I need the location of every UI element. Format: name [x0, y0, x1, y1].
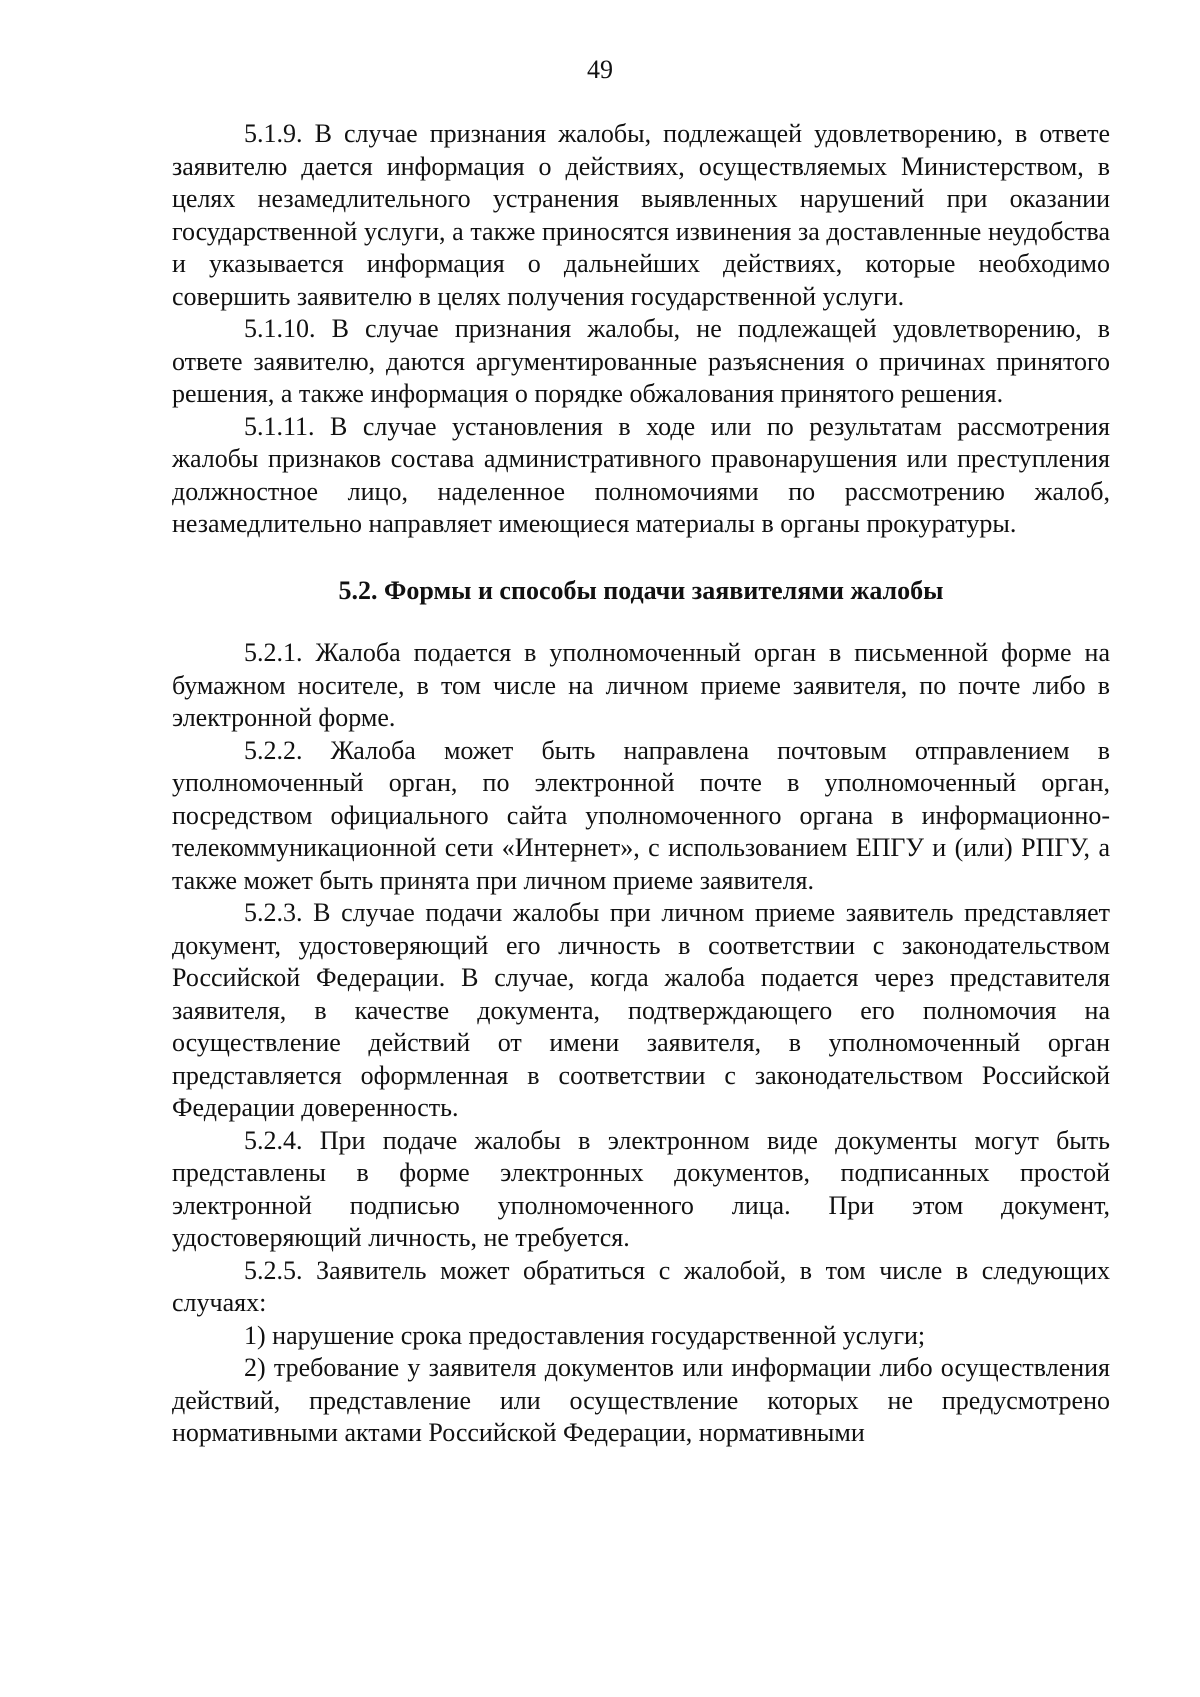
paragraph-5-1-9: 5.1.9. В случае признания жалобы, подлежащей удовлетворению, в ответе заявителю дается информация о действиях, осуществляемых Министерством, в целях незамедлительного устранения выявленных нарушений при оказании государственной услуги, а также приносятся извинения за доставленные неудобства и указывается информация о дальнейших действиях, которые необходимо совершить заявителю в целях получения государственной услуги.: [172, 119, 1110, 311]
page-number: 49: [587, 55, 613, 84]
paragraph-5-2-4: 5.2.4. При подаче жалобы в электронном виде документы могут быть представлены в форме электронных документов, подписанных простой электронной подписью уполномоченного лица. При этом документ, удостоверяющий личность, не требуется.: [172, 1125, 1110, 1252]
paragraph-5-2-3: 5.2.3. В случае подачи жалобы при личном приеме заявитель представляет документ, удостоверяющий его личность в соответствии с законодательством Российской Федерации. В случае, когда жалоба подается через представителя заявителя, в качестве документа, подтверждающего его полномочия на осуществление действий от имени заявителя, в уполномоченный орган представляется оформленная в соответствии с законодательством Российской Федерации доверенность.: [172, 898, 1110, 1122]
paragraph-5-2-5: 5.2.5. Заявитель может обратиться с жалобой, в том числе в следующих случаях:: [172, 1255, 1110, 1317]
paragraph-5-2-2: 5.2.2. Жалоба может быть направлена почтовым отправлением в уполномоченный орган, по электронной почте в уполномоченный орган, посредством официального сайта уполномоченного органа в информационно-телекоммуникационной сети «Интернет», с использованием ЕПГУ и (или) РПГУ, а также может быть принята при личном приеме заявителя.: [172, 735, 1110, 895]
list-item-2: 2) требование у заявителя документов или информации либо осуществления действий, представление или осуществление которых не предусмотрено нормативными актами Российской Федерации, нормативными: [172, 1353, 1110, 1447]
section-heading: 5.2. Формы и способы подачи заявителями жалобы: [338, 575, 944, 605]
paragraph-5-1-10: 5.1.10. В случае признания жалобы, не подлежащей удовлетворению, в ответе заявителю, даются аргументированные разъяснения о причинах принятого решения, а также информация о порядке обжалования принятого решения.: [172, 314, 1110, 408]
paragraph-5-1-11: 5.1.11. В случае установления в ходе или по результатам рассмотрения жалобы признаков состава административного правонарушения или преступления должностное лицо, наделенное полномочиями по рассмотрению жалоб, незамедлительно направляет имеющиеся материалы в органы прокуратуры.: [172, 411, 1110, 538]
document-body: [172, 118, 1110, 1450]
paragraph-5-2-1: 5.2.1. Жалоба подается в уполномоченный орган в письменной форме на бумажном носителе, в том числе на личном приеме заявителя, по почте либо в электронной форме.: [172, 638, 1110, 732]
list-item-1: 1) нарушение срока предоставления государственной услуги;: [244, 1320, 926, 1350]
